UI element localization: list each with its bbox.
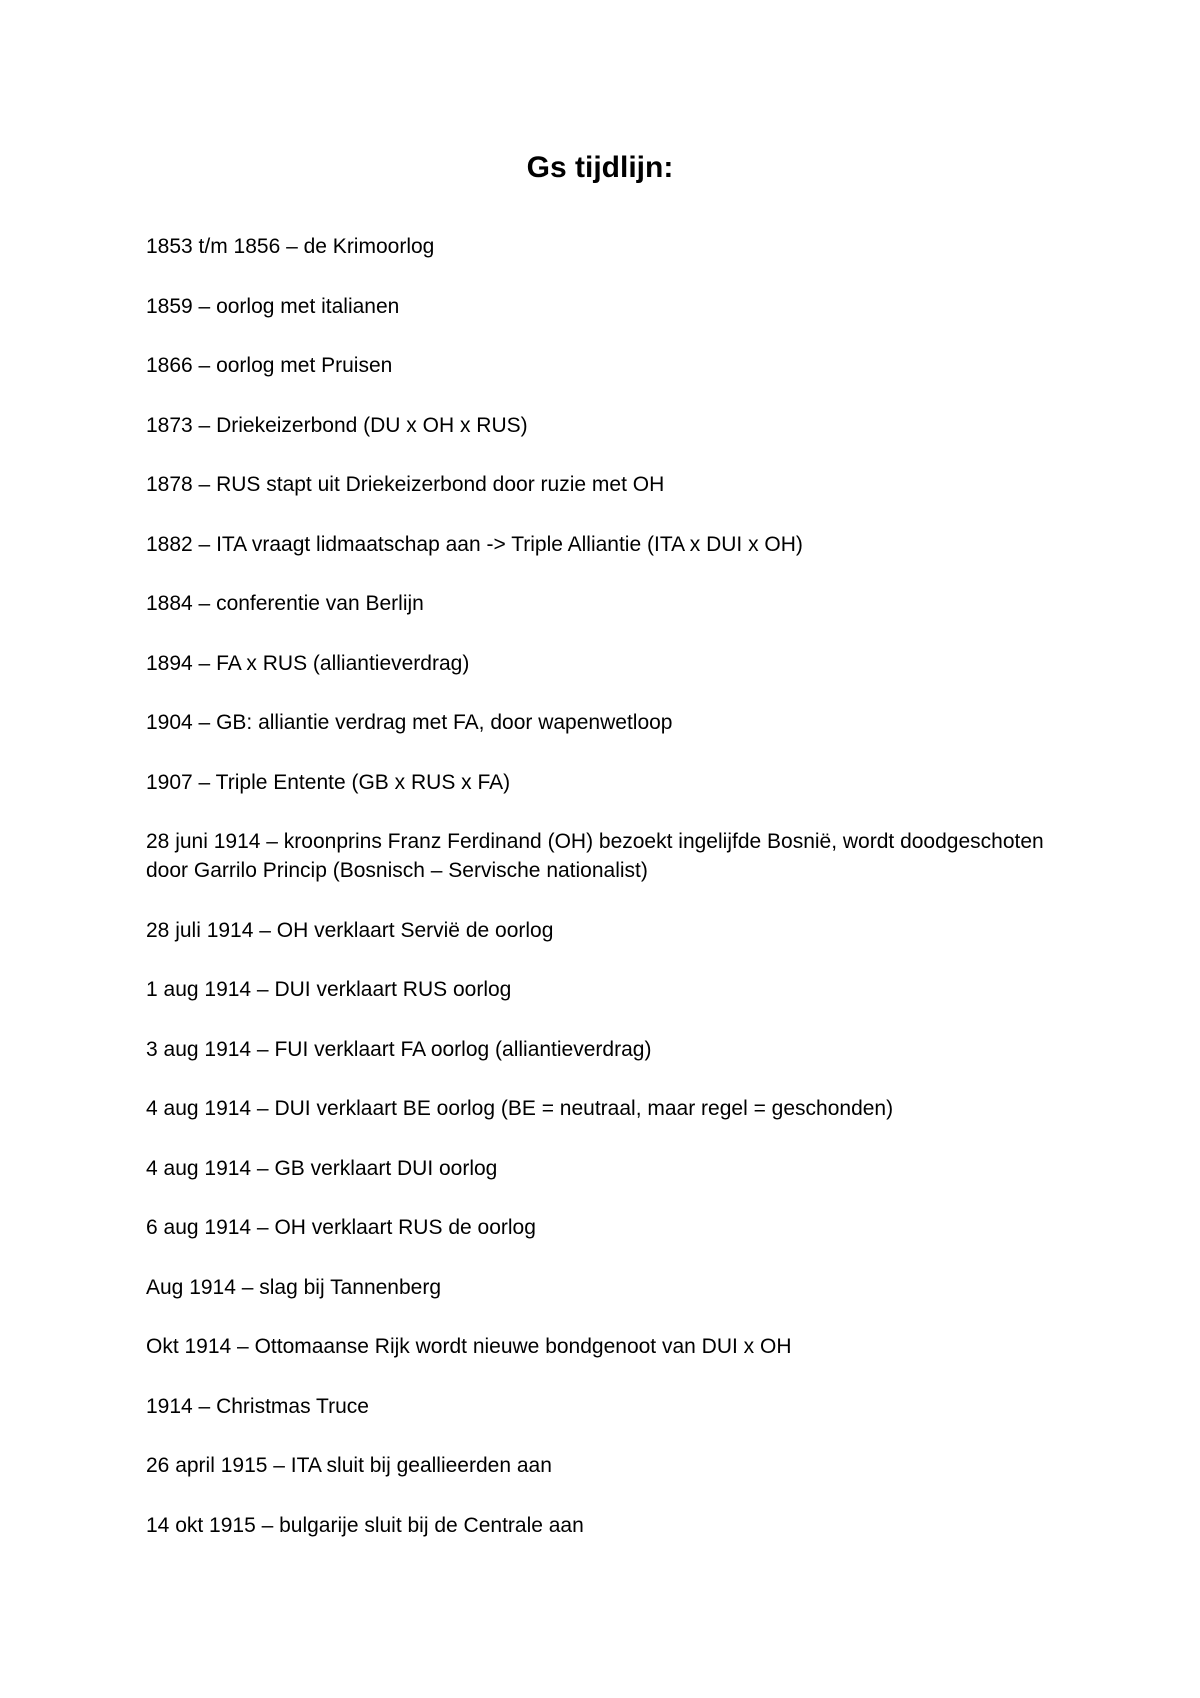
timeline-entry: 28 juni 1914 – kroonprins Franz Ferdinand (OH) bezoekt ingelijfde Bosnië, wordt doodgeschoten door Garrilo Princip (Bosnisch – Servische nationalist)	[146, 830, 1044, 882]
timeline-entry: 1 aug 1914 – DUI verklaart RUS oorlog	[146, 978, 512, 1001]
timeline-entry: 3 aug 1914 – FUI verklaart FA oorlog (alliantieverdrag)	[146, 1037, 652, 1061]
timeline-entry: 1878 – RUS stapt uit Driekeizerbond door ruzie met OH	[146, 473, 665, 496]
timeline-entry: 1914 – Christmas Truce	[146, 1394, 369, 1418]
timeline-list	[146, 232, 1076, 1570]
timeline-entry: 1882 – ITA vraagt lidmaatschap aan -> Triple Alliantie (ITA x DUI x OH)	[146, 532, 803, 556]
timeline-entry: 1859 – oorlog met italianen	[146, 294, 400, 318]
timeline-entry: 1907 – Triple Entente (GB x RUS x FA)	[146, 770, 511, 794]
timeline-entry: 4 aug 1914 – DUI verklaart BE oorlog (BE = neutraal, maar regel = geschonden)	[146, 1097, 894, 1120]
timeline-entry: 14 okt 1915 – bulgarije sluit bij de Centrale aan	[146, 1513, 584, 1537]
timeline-entry: 1853 t/m 1856 – de Krimoorlog	[146, 235, 435, 258]
timeline-entry: 1873 – Driekeizerbond (DU x OH x RUS)	[146, 413, 528, 437]
timeline-entry: 1894 – FA x RUS (alliantieverdrag)	[146, 651, 470, 675]
timeline-entry: 26 april 1915 – ITA sluit bij geallieerden aan	[146, 1454, 552, 1477]
timeline-entry: 1904 – GB: alliantie verdrag met FA, door wapenwetloop	[146, 711, 673, 734]
page-title: Gs tijdlijn:	[526, 151, 674, 184]
timeline-entry: Okt 1914 – Ottomaanse Rijk wordt nieuwe bondgenoot van DUI x OH	[146, 1335, 792, 1358]
timeline-entry: Aug 1914 – slag bij Tannenberg	[146, 1275, 442, 1299]
timeline-entry: 1884 – conferentie van Berlijn	[146, 592, 424, 615]
timeline-entry: 4 aug 1914 – GB verklaart DUI oorlog	[146, 1156, 498, 1180]
timeline-entry: 28 juli 1914 – OH verklaart Servië de oorlog	[146, 918, 554, 942]
timeline-entry: 1866 – oorlog met Pruisen	[146, 354, 393, 377]
timeline-entry: 6 aug 1914 – OH verklaart RUS de oorlog	[146, 1216, 536, 1239]
